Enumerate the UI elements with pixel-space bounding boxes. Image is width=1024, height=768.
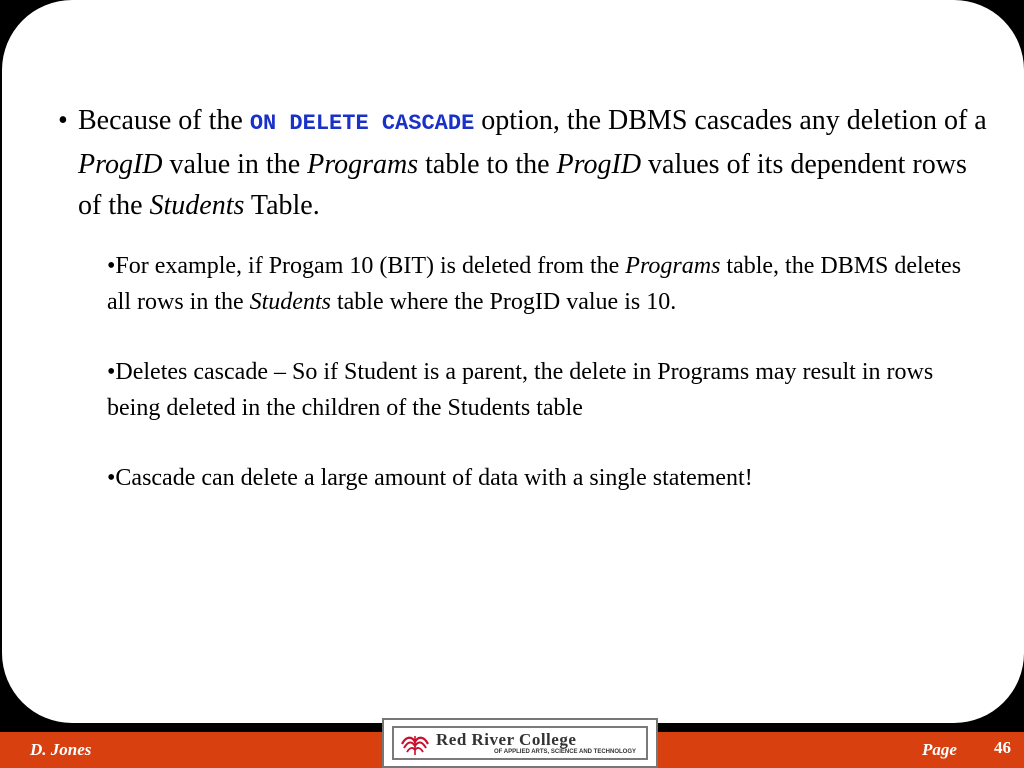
main-em-progid-2: ProgID	[556, 149, 642, 180]
sub1-em-students: Students	[249, 289, 331, 315]
main-em-programs: Programs	[307, 149, 419, 180]
main-em-progid-1: ProgID	[78, 149, 163, 180]
sub1-text-3: table where the ProgID value is 10.	[330, 289, 677, 315]
main-text-5: values of its dependent rows of the	[78, 149, 967, 221]
main-text-1: Because of the	[78, 105, 250, 136]
sub-bullet-deletes-cascade: •Deletes cascade – So if Student is a parent, the delete in Programs may result in rows being deleted in the children of the Students table	[107, 359, 934, 421]
main-text-3: value in the	[162, 149, 308, 180]
sub1-text-1: •For example, if Progam 10 (BIT) is deleted from the	[107, 253, 626, 279]
main-text-2: option, the DBMS cascades any deletion of a	[474, 105, 987, 136]
sub1-text-2: table, the DBMS deletes all rows in the	[107, 253, 962, 315]
college-logo	[382, 718, 658, 768]
main-em-students: Students	[149, 190, 245, 221]
logo-college-subtitle: OF APPLIED ARTS, SCIENCE AND TECHNOLOGY	[494, 749, 637, 755]
sub1-em-programs: Programs	[625, 253, 721, 279]
logo-frame	[392, 726, 648, 760]
footer-page-number: 46	[994, 738, 1011, 757]
main-text-4: table to the	[418, 149, 557, 180]
sub-bullet-example	[107, 248, 987, 320]
slide-content	[58, 100, 988, 530]
code-on-delete-cascade: ON DELETE CASCADE	[249, 111, 475, 136]
main-bullet	[58, 100, 988, 226]
college-crest-icon	[400, 732, 430, 756]
logo-college-name: Red River College	[436, 730, 577, 749]
main-text-6: Table.	[244, 190, 320, 221]
sub-bullet-large-amount: •Cascade can delete a large amount of data with a single statement!	[107, 465, 753, 491]
sub-bullet-list	[107, 248, 987, 496]
footer-author: D. Jones	[30, 740, 92, 759]
bullet-dot: •	[58, 105, 68, 136]
footer-page-label: Page	[922, 740, 957, 759]
